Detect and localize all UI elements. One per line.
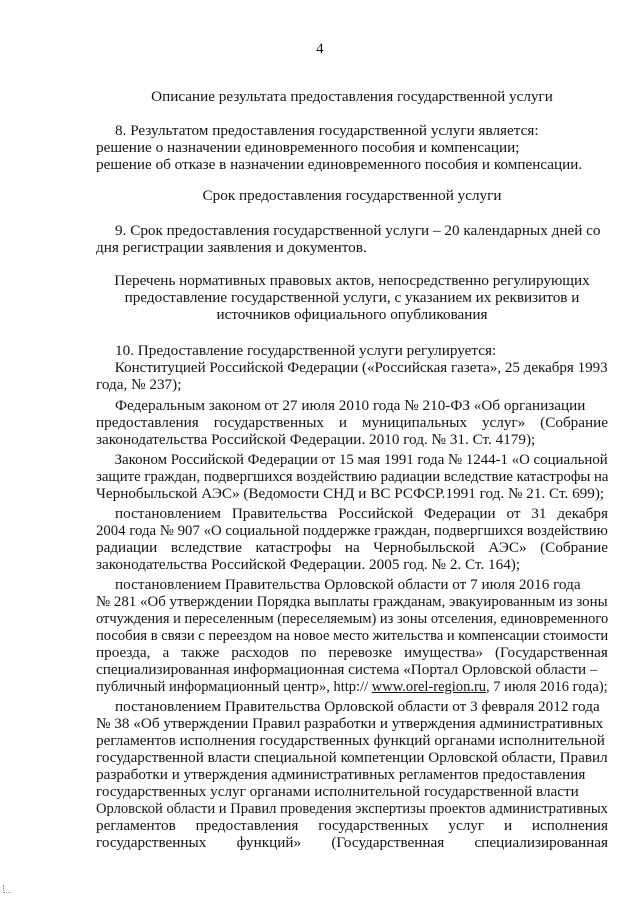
legal-act-line: Законом Российской Федерации от 15 мая 1991 года № 1244-1 «О социальной: [114, 451, 608, 468]
legal-act-line: отчуждения и переселенным (переселяемым) из зоны отселения, единовременного: [96, 610, 609, 627]
legal-act-line: постановлением Правительства Орловской области от 7 июля 2016 года: [115, 576, 581, 593]
paragraph-9-text: 9. Срок предоставления государственной услуги – 20 календарных дней со: [115, 222, 601, 239]
word: услуг»: [481, 414, 526, 431]
word: расходов: [231, 644, 289, 661]
legal-act-line: [96, 505, 608, 522]
paragraph-10: [96, 342, 608, 851]
word: также: [181, 644, 220, 661]
legal-act-federal-law-210: [96, 397, 608, 448]
word: Федерации: [423, 505, 496, 522]
legal-act-line: регламентов исполнения государственных функций органами исполнительной: [96, 732, 605, 749]
legal-act-decree-281: [96, 576, 608, 695]
legal-act-line: государственной власти специальной компетенции Орловской области, Правил: [96, 749, 608, 766]
term-heading: Срок предоставления государственной услуги: [202, 187, 502, 204]
legal-act-line: [96, 644, 608, 661]
word: государственных: [318, 817, 429, 834]
legal-act-line: Конституцией Российской Федерации («Российская газета», 25 декабря 1993: [114, 359, 608, 376]
legal-act-decree-38: [96, 698, 608, 851]
legal-act-line: Орловской области и Правил проведения экспертизы проектов административных: [96, 800, 608, 817]
legal-act-line: государственных услуг органами исполнительной государственной власти: [96, 783, 579, 800]
word: 31: [531, 505, 547, 522]
word: катастрофы: [255, 539, 332, 556]
paragraph-10-intro: 10. Предоставление государственной услуги регулируется:: [115, 342, 497, 359]
word: перевозке: [328, 644, 393, 661]
legal-act-line: [96, 817, 608, 834]
legal-acts-heading-line: источников официального опубликования: [216, 306, 488, 323]
word: проезда,: [96, 644, 151, 661]
legal-act-text: , 7 июля 2016 года);: [486, 678, 608, 695]
paragraph-8-line: 8. Результатом предоставления государственной услуги является:: [115, 122, 539, 139]
legal-act-line: разработки и утверждения административных регламентов предоставления: [96, 766, 586, 783]
legal-act-line: защите граждан, подвергшихся воздействию радиации вследствие катастрофы на: [96, 468, 609, 485]
legal-act-line: [96, 834, 608, 851]
legal-act-line: Федеральным законом от 27 июля 2010 года № 210-ФЗ «Об организации: [115, 397, 586, 414]
word: регламентов: [96, 817, 176, 834]
word: Правительства: [231, 505, 328, 522]
word: а: [162, 644, 170, 661]
legal-act-law-1244: [96, 451, 608, 502]
scan-corner-mark: [3, 885, 11, 893]
paragraph-8: [96, 122, 608, 173]
legal-act-line: 2004 года № 907 «О социальной поддержке граждан, подвергшихся воздействию: [96, 522, 608, 539]
word: государственных: [213, 414, 325, 431]
legal-acts-heading: [96, 272, 608, 323]
word: на: [344, 539, 360, 556]
legal-act-line: Чернобыльской АЭС» (Ведомости СНД и ВС РСФСР.1991 год. № 21. Ст. 699);: [96, 485, 605, 502]
word: от: [506, 505, 521, 522]
legal-act-constitution: [96, 359, 608, 393]
legal-acts-heading-line: предоставление государственной услуги, с указанием их реквизитов и: [124, 289, 580, 306]
word: (Государственная: [495, 644, 608, 661]
paragraph-9-line: дня регистрации заявления и документов.: [96, 239, 367, 256]
paragraph-9: [96, 222, 608, 256]
word: (Государственная: [331, 834, 445, 851]
word: муниципальных: [361, 414, 468, 431]
legal-act-line: специализированная информационная система «Портал Орловской области –: [96, 661, 598, 678]
word: вследствие: [170, 539, 242, 556]
word: декабря: [557, 505, 608, 522]
legal-act-line: года, № 237);: [96, 376, 182, 393]
word: исполнения: [531, 817, 608, 834]
paragraph-9-line: [96, 222, 608, 239]
paragraph-8-line: решение о назначении единовременного пособия и компенсации;: [96, 139, 520, 156]
word: предоставления: [96, 414, 199, 431]
legal-act-line: законодательства Российской Федерации. 2005 год. № 2. Ст. 164);: [96, 556, 521, 573]
page-number: 4: [316, 41, 324, 57]
paragraph-8-line: решение об отказе в назначении единовременного пособия и компенсации.: [96, 156, 583, 173]
word: функций»: [236, 834, 302, 851]
word: государственных: [96, 834, 207, 851]
word: (Собрание: [540, 414, 608, 431]
orel-region-link[interactable]: www.orel-region.ru: [371, 678, 487, 695]
word: по: [300, 644, 317, 661]
word: специализированная: [474, 834, 608, 851]
legal-acts-heading-line: Перечень нормативных правовых актов, непосредственно регулирующих: [114, 272, 590, 289]
result-heading: Описание результата предоставления государственной услуги: [151, 88, 553, 105]
legal-act-line: [96, 678, 608, 695]
word: радиации: [96, 539, 158, 556]
legal-act-line: постановлением Правительства Орловской области от 3 февраля 2012 года: [115, 698, 600, 715]
word: имущества»: [404, 644, 483, 661]
word: и: [503, 817, 513, 834]
legal-act-line: [96, 539, 608, 556]
word: услуг: [448, 817, 485, 834]
legal-act-line: № 281 «Об утверждении Порядка выплаты гражданам, эвакуированным из зоны: [96, 593, 608, 610]
legal-act-line: [96, 414, 608, 431]
legal-act-line: пособия в связи с переездом на новое место жительства и компенсации стоимости: [96, 627, 609, 644]
word: предоставления: [195, 817, 299, 834]
legal-act-line: № 38 «Об утверждении Правил разработки и утверждения административных: [96, 715, 604, 732]
legal-act-line: законодательства Российской Федерации. 2010 год. № 31. Ст. 4179);: [96, 431, 536, 448]
word: Чернобыльской: [373, 539, 475, 556]
word: и: [338, 414, 348, 431]
word: Российской: [338, 505, 414, 522]
word: АЭС»: [488, 539, 527, 556]
legal-act-text: публичный информационный центр», http://: [96, 678, 372, 695]
word: постановлением: [115, 505, 222, 522]
legal-act-decree-907: [96, 505, 608, 573]
word: (Собрание: [540, 539, 608, 556]
